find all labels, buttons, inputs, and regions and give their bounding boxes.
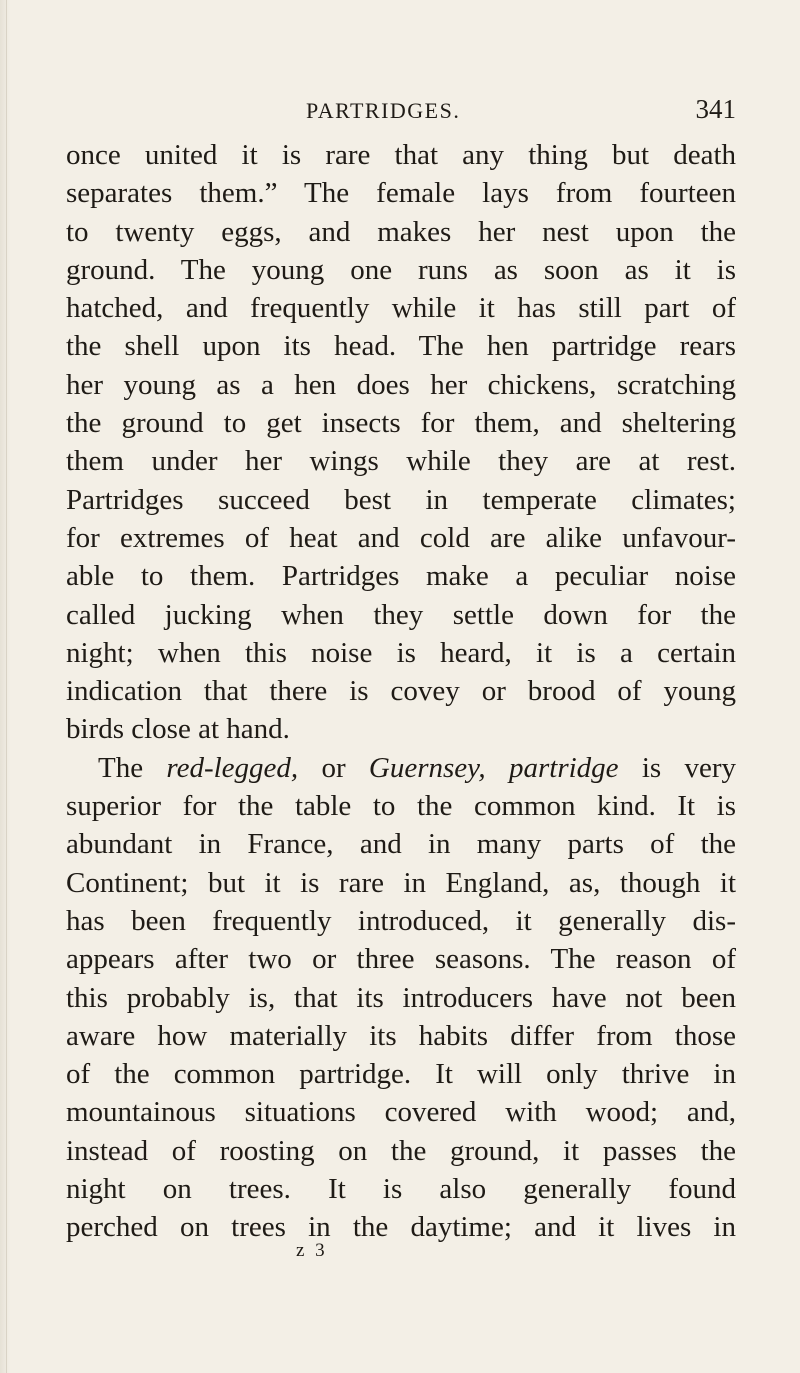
text-line: has been frequently introduced, it generally dis- [66,904,736,937]
text-run: is very [618,751,736,784]
text-line: of the common partridge. It will only thrive in [66,1058,736,1091]
text-run: The [98,751,167,784]
page-edge [0,0,10,1373]
text-line: night on trees. It is also generally found [66,1173,736,1206]
text-line: Partridges succeed best in temperate climates; [66,483,736,516]
text-line: called jucking when they settle down for the [66,598,736,631]
text-line: aware how materially its habits differ from those [66,1019,736,1052]
text-line: them under her wings while they are at rest. [66,445,736,478]
signature-mark: z 3 [296,1240,328,1261]
text-line: hatched, and frequently while it has still part of [66,292,736,325]
text-line: the ground to get insects for them, and sheltering [66,407,736,440]
running-head-title: PARTRIDGES. [306,98,461,123]
italic-term: red-legged, [166,751,299,784]
text-line: abundant in France, and in many parts of the [66,828,736,861]
text-line: indication that there is covey or brood of young [66,675,736,708]
text-line: mountainous situations covered with wood; and, [66,1096,736,1129]
text-line: for extremes of heat and cold are alike unfavour- [66,521,736,554]
text-line: to twenty eggs, and makes her nest upon the [66,215,736,248]
body-text [66,136,736,1247]
text-line: night; when this noise is heard, it is a certain [66,636,736,669]
text-line: able to them. Partridges make a peculiar noise [66,560,736,593]
text-line: birds close at hand. [66,713,290,746]
text-run: or [298,751,369,784]
text-line-first [66,749,736,787]
paragraph-1 [66,136,736,749]
text-line: her young as a hen does her chickens, scratching [66,368,736,401]
text-line: this probably is, that its introducers have not been [66,981,736,1014]
text-line: superior for the table to the common kind. It is [66,790,736,823]
page-binding-line [6,0,7,1373]
running-head [66,94,736,130]
paragraph-2 [66,749,736,1247]
text-line: instead of roosting on the ground, it passes the [66,1134,736,1167]
italic-term: Guernsey, partridge [368,751,619,784]
text-line: Continent; but it is rare in England, as, though it [66,866,736,899]
text-line: once united it is rare that any thing but death [66,139,736,171]
text-line: the shell upon its head. The hen partridge rears [66,330,736,363]
text-line: separates them.” The female lays from fourteen [66,177,736,210]
text-line: appears after two or three seasons. The reason of [66,943,736,976]
text-line: ground. The young one runs as soon as it is [66,253,736,286]
text-line: perched on trees in the daytime; and it lives in [66,1211,736,1244]
page-number: 341 [695,94,736,124]
